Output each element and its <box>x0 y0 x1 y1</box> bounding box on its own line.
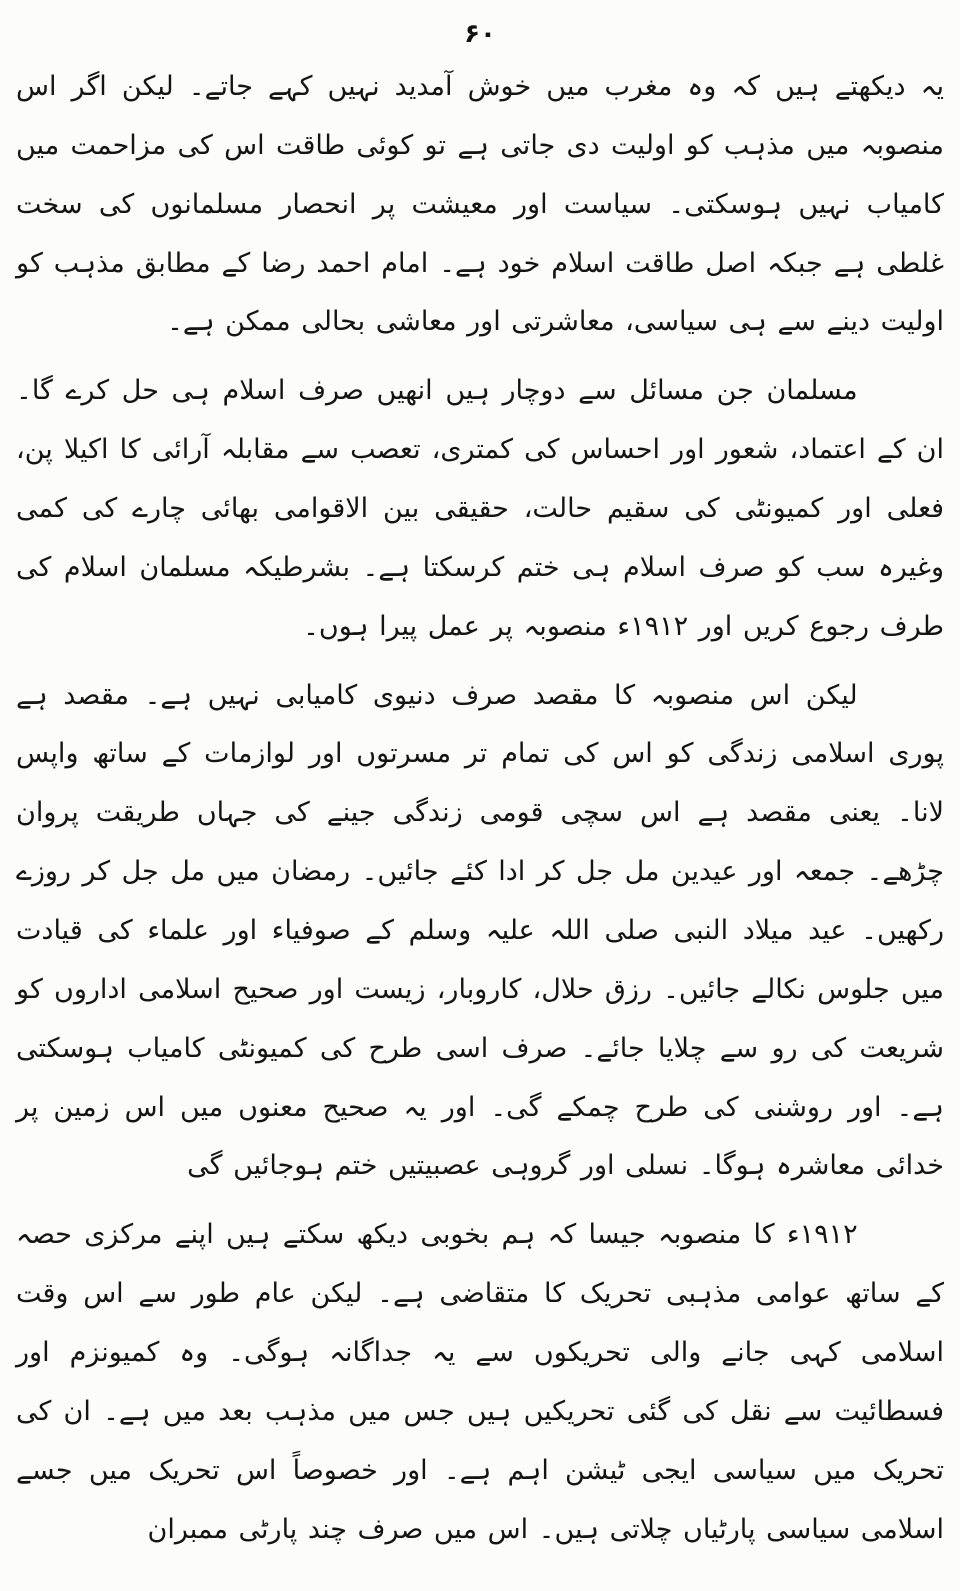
paragraph: لیکن اس منصوبہ کا مقصد صرف دنیوی کامیابی نہیں ہے۔ مقصد ہے پوری اسلامی زندگی کو اس کی تمام تر مسرتوں اور لوازمات کے ساتھ واپس لانا۔ یعنی مقصد ہے اس سچی قومی زندگی جینے کی جہاں طریقت پروان چڑھے۔ جمعہ اور عیدین مل جل کر ادا کئے جائیں۔ رمضان میں مل جل کر روزے رکھیں۔ عید میلاد النبی صلی اللہ علیہ وسلم کے صوفیاء اور علماء کی قیادت میں جلوس نکالے جائیں۔ رزق حلال، کاروبار، زیست اور صحیح اسلامی اداروں کو شریعت کی رو سے چلایا جائے۔ صرف اسی طرح کی کمیونٹی کامیاب ہوسکتی ہے۔ اور روشنی کی طرح چمکے گی۔ اور یہ صحیح معنوں میں اس زمین پر خدائی معاشرہ ہوگا۔ نسلی اور گروہی عصبیتیں ختم ہوجائیں گی <box>16 679 944 1182</box>
paragraph: یہ دیکھتے ہیں کہ وہ مغرب میں خوش آمدید نہیں کہے جاتے۔ لیکن اگر اس منصوبہ میں مذہب کو اولیت دی جاتی ہے تو کوئی طاقت اس کی مزاحمت میں کامیاب نہیں ہوسکتی۔ سیاست اور معیشت پر انحصار مسلمانوں کی سخت غلطی ہے جبکہ اصل طاقت اسلام خود ہے۔ امام احمد رضا کے مطابق مذہب کو اولیت دینے سے ہی سیاسی، معاشرتی اور معاشی بحالی ممکن ہے۔ <box>16 71 944 338</box>
paragraph: مسلمان جن مسائل سے دوچار ہیں انھیں صرف اسلام ہی حل کرے گا۔ ان کے اعتماد، شعور اور احساس کی کمتری، تعصب سے مقابلہ آرائی کا اکیلا پن، فعلی اور کمیونٹی کی سقیم حالت، حقیقی بین الاقوامی بھائی چارے کی کمی وغیرہ سب کو صرف اسلام ہی ختم کرسکتا ہے۔ بشرطیکہ مسلمان اسلام کی طرف رجوع کریں اور ۱۹۱۲ء منصوبہ پر عمل پیرا ہوں۔ <box>16 375 944 642</box>
page-body-text <box>16 58 944 1559</box>
paragraph: ۱۹۱۲ء کا منصوبہ جیسا کہ ہم بخوبی دیکھ سکتے ہیں اپنے مرکزی حصہ کے ساتھ عوامی مذہبی تحریک کا متقاضی ہے۔ لیکن عام طور سے اس وقت اسلامی کہی جانے والی تحریکوں سے یہ جداگانہ ہوگی۔ وہ کمیونزم اور فسطائیت سے نقل کی گئی تحریکیں ہیں جس میں مذہب بعد میں ہے۔ ان کی تحریک میں سیاسی ایجی ٹیشن اہم ہے۔ اور خصوصاً اس تحریک میں جسے اسلامی سیاسی پارٹیاں چلاتی ہیں۔ اس میں صرف چند پارٹی ممبران <box>16 1219 944 1545</box>
page-number: ۶۰ <box>464 19 496 49</box>
